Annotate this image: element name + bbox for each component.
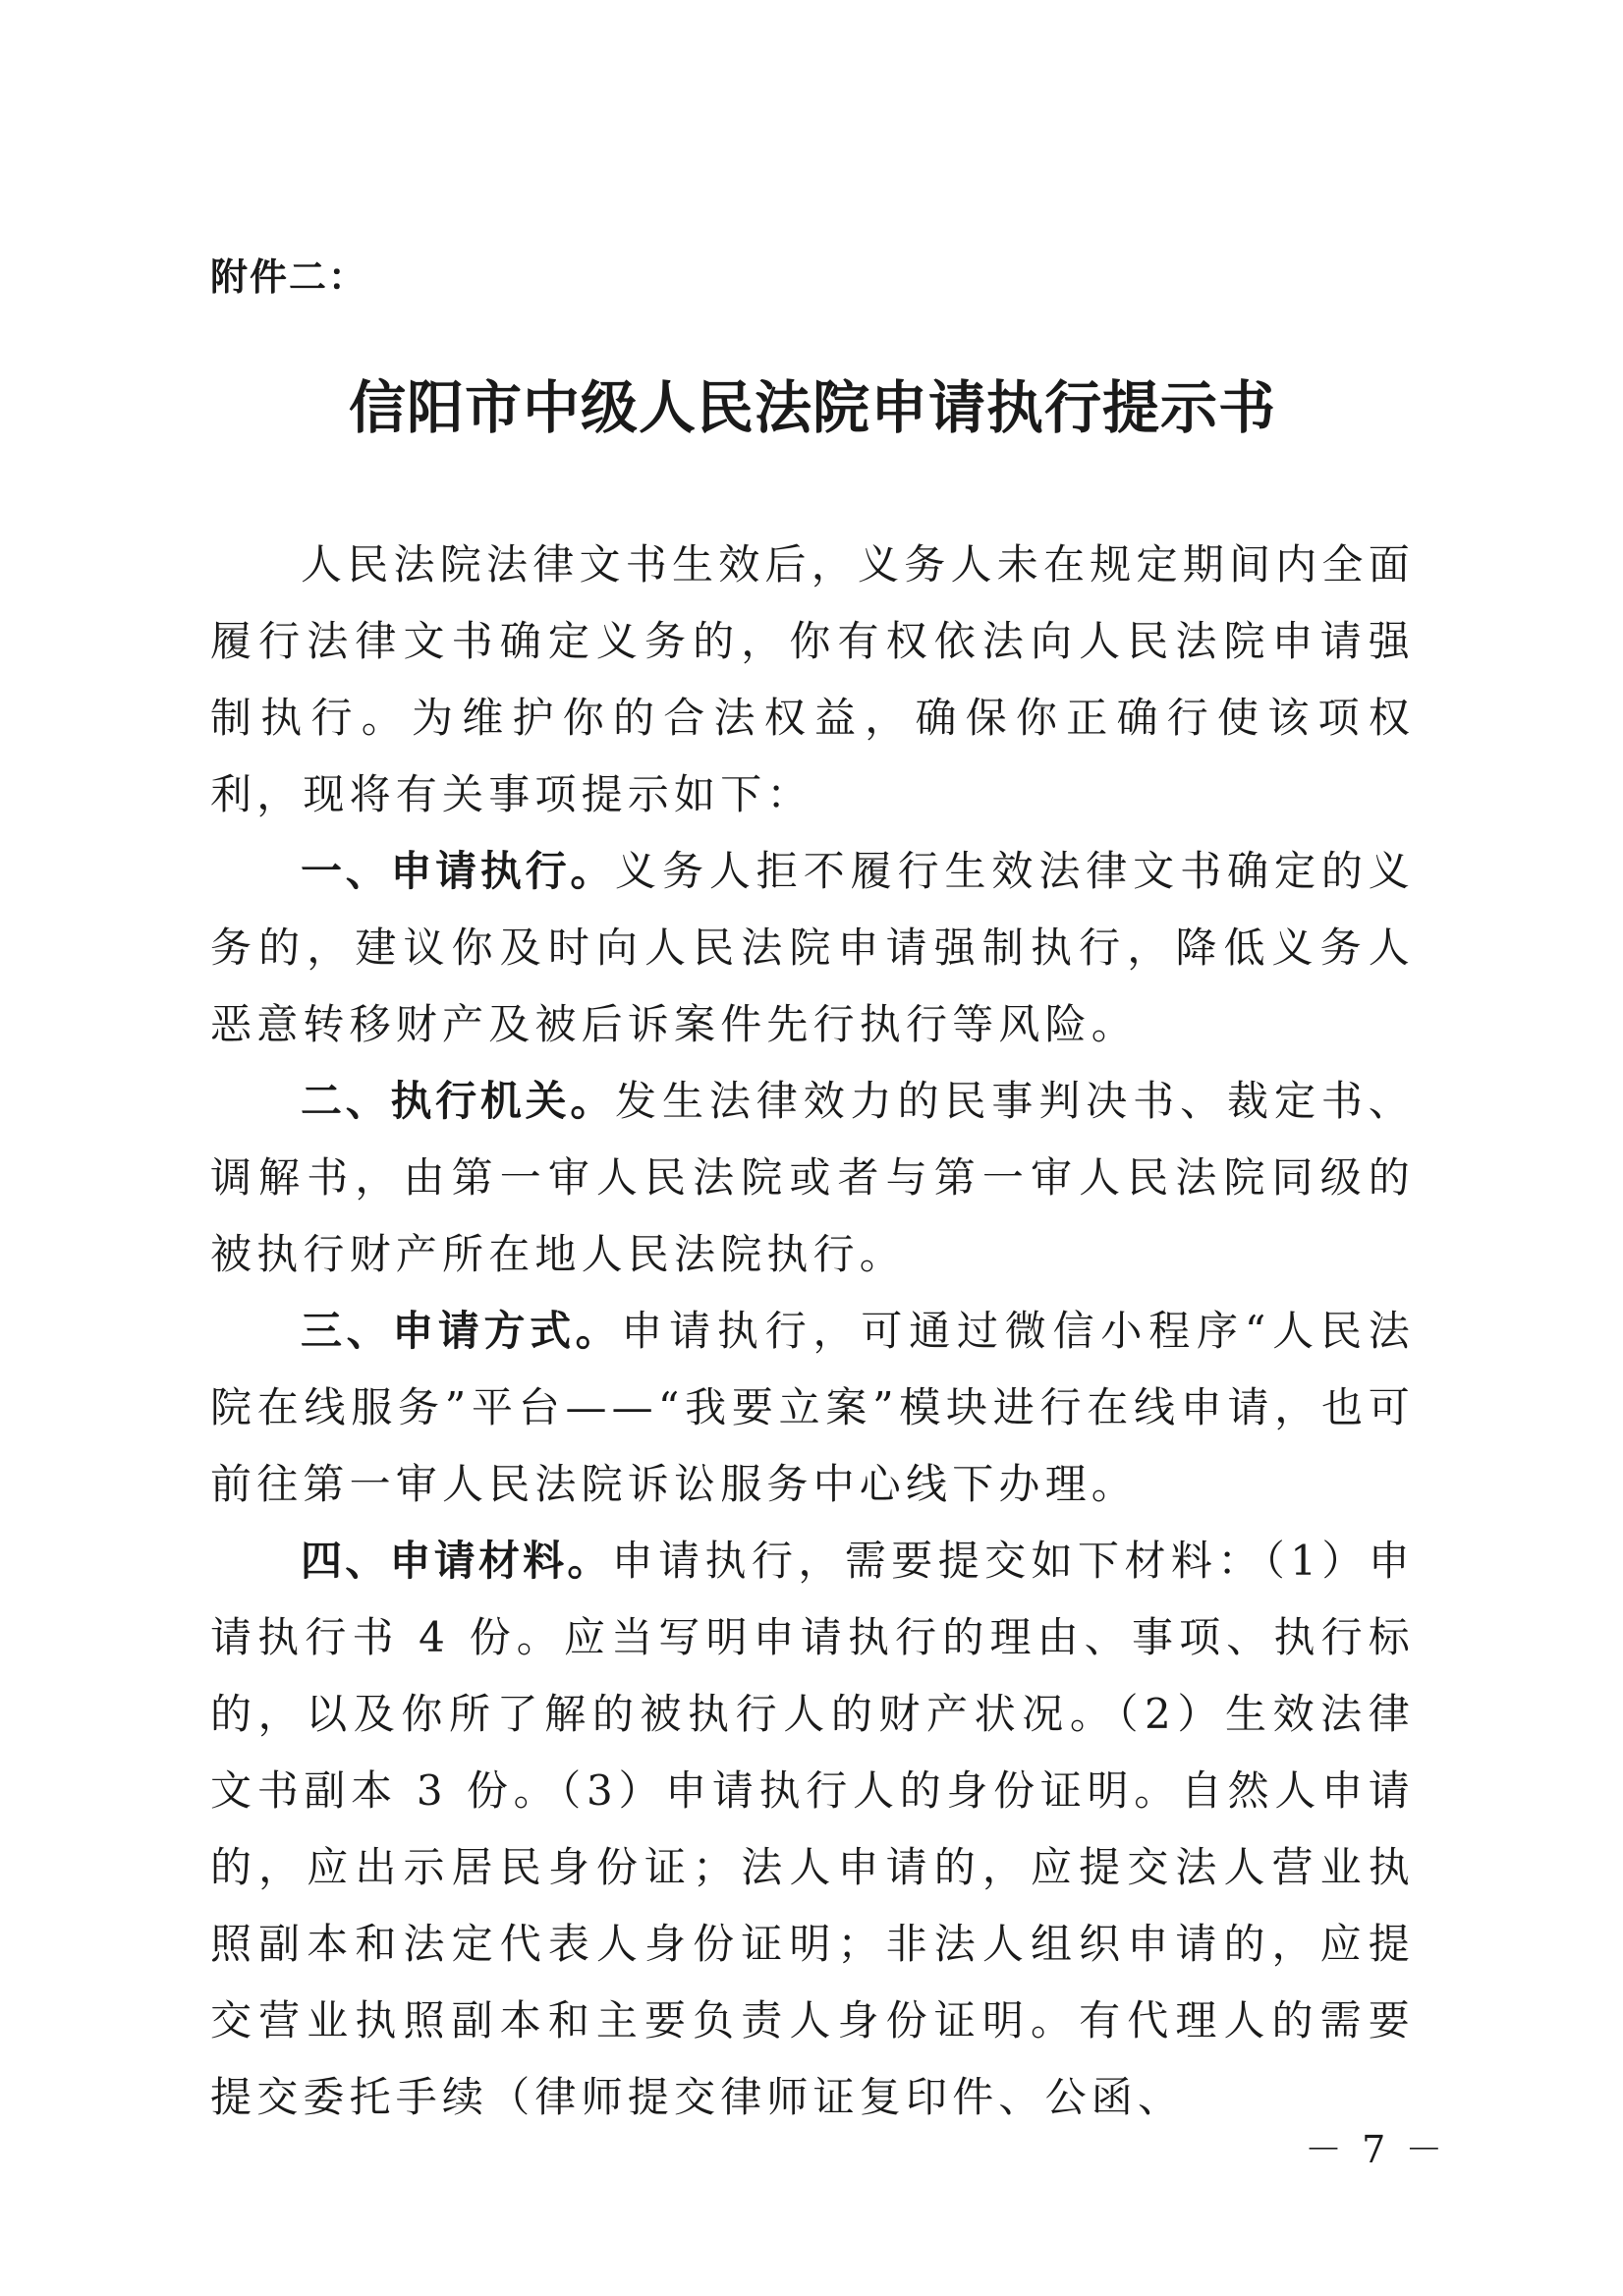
document-title: 信阳市中级人民法院申请执行提示书 — [348, 374, 1276, 441]
section-apply-execution — [210, 833, 1415, 1063]
attachment-label: 附件二： — [210, 255, 368, 299]
section-application-method — [210, 1293, 1415, 1523]
section-text: 义务人拒不履行生效法律文书确定的义务的，建议你及时向人民法院申请强制执行，降低义务人恶意转移财产及被后诉案件先行执行等风险。 — [210, 847, 1415, 1048]
section-execution-authority — [210, 1063, 1415, 1293]
section-heading: 二、执行机关。 — [301, 1077, 616, 1125]
intro-paragraph: 人民法院法律文书生效后，义务人未在规定期间内全面履行法律文书确定义务的，你有权依法向人民法院申请强制执行。为维护你的合法权益，确保你正确行使该项权利，现将有关事项提示如下： — [210, 540, 1415, 818]
section-heading: 三、申请方式。 — [301, 1307, 622, 1355]
section-heading: 一、申请执行。 — [301, 847, 616, 895]
section-heading: 四、申请材料。 — [301, 1537, 612, 1585]
section-text: 发生法律效力的民事判决书、裁定书、调解书，由第一审人民法院或者与第一审人民法院同级的被执行财产所在地人民法院执行。 — [210, 1077, 1415, 1278]
page-number: － 7 － — [1305, 2128, 1447, 2171]
section-text: 申请执行，需要提交如下材料：（1）申请执行书 4 份。应当写明申请执行的理由、事项、执行标的，以及你所了解的被执行人的财产状况。（2）生效法律文书副本 3 份。（3）申请执行人的身份证明。自然人申请的，应出示居民身份证；法人申请的，应提交法人营业执照副本和法定代表人身份证明；非法人组织申请的，应提交营业执照副本和主要负责人身份证明。有代理人的需要提交委托手续（律师提交律师证复印件、公函、 — [210, 1537, 1415, 2121]
document-body — [210, 527, 1415, 2136]
section-application-materials — [210, 1523, 1415, 2136]
section-text: 申请执行，可通过微信小程序“人民法院在线服务”平台——“我要立案”模块进行在线申请，也可前往第一审人民法院诉讼服务中心线下办理。 — [210, 1307, 1415, 1508]
